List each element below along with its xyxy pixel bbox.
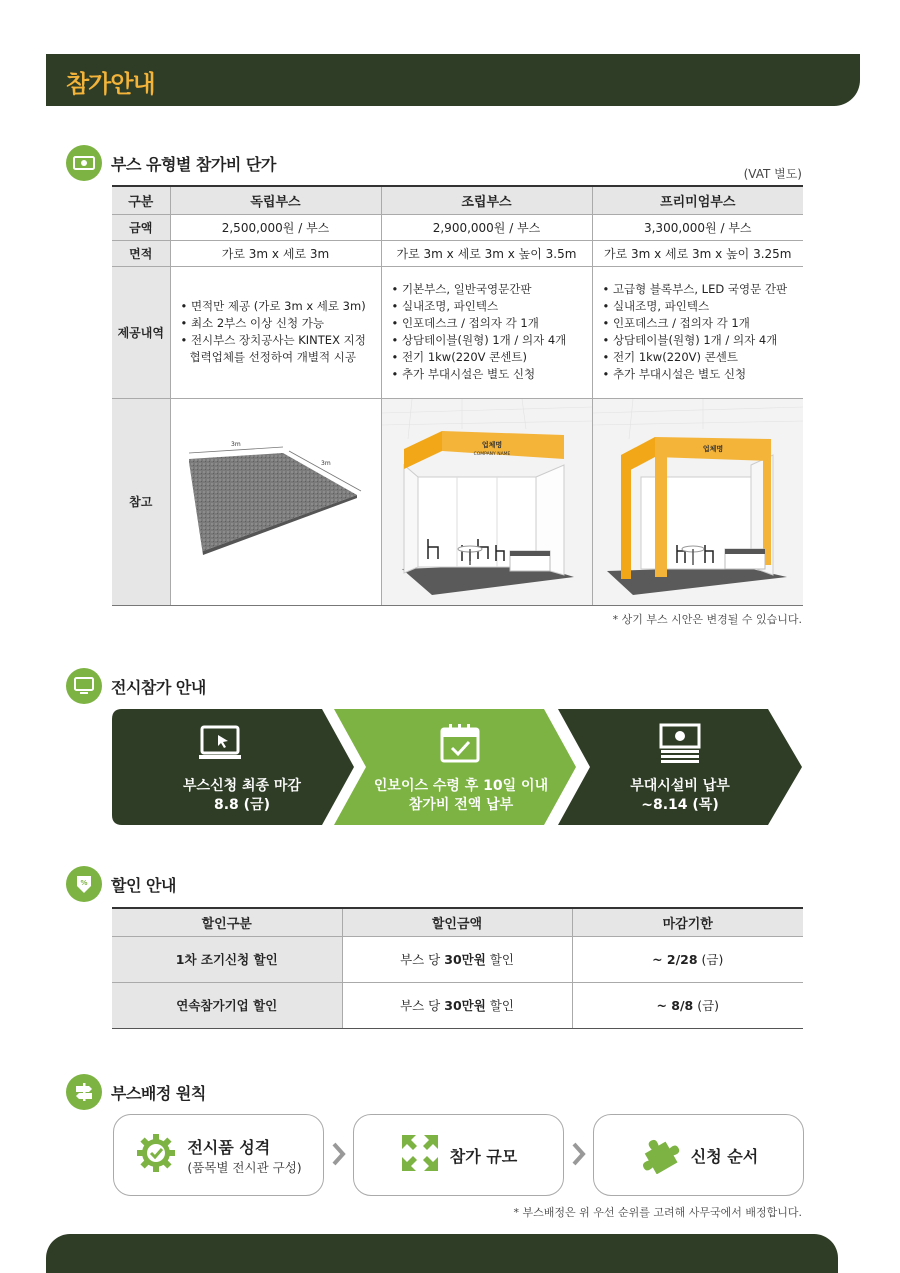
table-row xyxy=(112,982,803,1028)
raw-space-illustration xyxy=(171,399,381,605)
list-item: • 면적만 제공 (가로 3m x 세로 3m) xyxy=(181,298,381,315)
page-title: 참가안내 xyxy=(66,70,155,98)
svg-text:%: % xyxy=(80,879,88,887)
list-item: • 인포데스크 / 접의자 각 1개 xyxy=(392,315,592,332)
discount-type: 1차 조기신청 할인 xyxy=(112,936,342,982)
gear-check-icon xyxy=(135,1132,177,1178)
principle-main: 신청 순서 xyxy=(690,1146,759,1166)
col-header: 할인구분 xyxy=(112,908,342,936)
col-header: 독립부스 xyxy=(170,186,381,214)
booth-footnote: * 상기 부스 시안은 변경될 수 있습니다. xyxy=(612,613,802,626)
dim-depth: 3m xyxy=(320,459,331,467)
principle-main: 전시품 성격 xyxy=(187,1137,271,1157)
table-cell: 2,500,000원 / 부스 xyxy=(170,214,381,240)
list-item: • 인포데스크 / 접의자 각 1개 xyxy=(603,315,804,332)
step-label: 인보이스 수령 후 10일 이내 참가비 전액 납부 xyxy=(373,778,549,813)
provide-list xyxy=(382,281,592,383)
table-row xyxy=(112,240,803,266)
table-cell: 가로 3m x 세로 3m x 높이 3.5m xyxy=(381,240,592,266)
discount-amount: 부스 당 30만원 할인 xyxy=(342,936,572,982)
list-item: • 전시부스 장치공사는 KINTEX 지정 협력업체를 선정하여 개별적 시공 xyxy=(181,332,381,366)
exhibit-section-title: 전시참가 안내 xyxy=(111,677,206,697)
money-stack-icon xyxy=(658,721,702,765)
list-item: • 추가 부대시설은 별도 신청 xyxy=(392,366,592,383)
table-cell xyxy=(592,266,803,398)
list-item: • 실내조명, 파인텍스 xyxy=(603,298,804,315)
step-label: 부대시설비 납부 ~8.14 (목) xyxy=(630,778,730,813)
calendar-check-icon xyxy=(438,721,482,765)
principle-footnote: * 부스배정은 위 우선 순위를 고려해 사무국에서 배정합니다. xyxy=(513,1206,802,1219)
list-item: • 최소 2부스 이상 신청 가능 xyxy=(181,315,381,332)
principle-item xyxy=(353,1114,564,1196)
exhibit-steps xyxy=(112,709,804,825)
col-header: 프리미엄부스 xyxy=(592,186,803,214)
provide-list xyxy=(593,281,804,383)
exhibit-section-header xyxy=(66,668,206,704)
discount-section-header xyxy=(66,866,176,902)
principle-section-title: 부스배정 원칙 xyxy=(111,1083,206,1103)
table-cell xyxy=(381,266,592,398)
list-item: • 기본부스, 일반국영문간판 xyxy=(392,281,592,298)
puzzle-piece-icon xyxy=(639,1132,681,1178)
laptop-cursor-icon xyxy=(198,721,242,765)
list-item: • 상담테이블(원형) 1개 / 의자 4개 xyxy=(392,332,592,349)
page-header-banner xyxy=(46,54,860,106)
list-item: • 상담테이블(원형) 1개 / 의자 4개 xyxy=(603,332,804,349)
discount-type: 연속참가기업 할인 xyxy=(112,982,342,1028)
table-cell: 가로 3m x 세로 3m xyxy=(170,240,381,266)
row-label: 면적 xyxy=(112,240,170,266)
row-label: 참고 xyxy=(112,398,170,605)
footer-bar xyxy=(46,1234,838,1273)
row-label: 금액 xyxy=(112,214,170,240)
monitor-icon xyxy=(66,668,102,704)
col-header: 조립부스 xyxy=(381,186,592,214)
table-cell xyxy=(170,398,381,605)
discount-tag-icon xyxy=(66,866,102,902)
provide-list xyxy=(171,298,381,366)
discount-deadline: ~ 8/8 (금) xyxy=(572,982,803,1028)
principle-main: 참가 규모 xyxy=(449,1146,518,1166)
col-header: 마감기한 xyxy=(572,908,803,936)
shell-booth-illustration xyxy=(382,399,592,605)
col-header: 할인금액 xyxy=(342,908,572,936)
expand-arrows-icon xyxy=(400,1133,440,1177)
sign-company: 업체명 xyxy=(702,444,723,453)
list-item: • 고급형 블록부스, LED 국영문 간판 xyxy=(603,281,804,298)
step-label: 부스신청 최종 마감 8.8 (금) xyxy=(183,778,301,813)
table-cell xyxy=(170,266,381,398)
vat-note: (VAT 별도) xyxy=(743,167,802,181)
discount-amount: 부스 당 30만원 할인 xyxy=(342,982,572,1028)
table-cell xyxy=(381,398,592,605)
signpost-icon xyxy=(66,1074,102,1110)
discount-deadline: ~ 2/28 (금) xyxy=(572,936,803,982)
table-row xyxy=(112,936,803,982)
list-item: • 전기 1kw(220V 콘센트) xyxy=(392,349,592,366)
sign-company: 업체명 xyxy=(481,440,502,449)
table-cell: 2,900,000원 / 부스 xyxy=(381,214,592,240)
chevron-right-icon xyxy=(571,1140,587,1168)
col-header: 구분 xyxy=(112,186,170,214)
table-row xyxy=(112,398,803,605)
sign-company-en: COMPANY NAME xyxy=(473,451,510,457)
table-cell: 3,300,000원 / 부스 xyxy=(592,214,803,240)
principle-sub: (품목별 전시관 구성) xyxy=(187,1159,302,1175)
row-label: 제공내역 xyxy=(112,266,170,398)
principle-section-header xyxy=(66,1074,206,1110)
principle-item xyxy=(593,1114,804,1196)
table-cell: 가로 3m x 세로 3m x 높이 3.25m xyxy=(592,240,803,266)
table-row xyxy=(112,214,803,240)
table-row xyxy=(112,266,803,398)
discount-table xyxy=(112,907,803,1029)
list-item: • 실내조명, 파인텍스 xyxy=(392,298,592,315)
table-cell xyxy=(592,398,803,605)
discount-section-title: 할인 안내 xyxy=(111,875,176,895)
list-item: • 전기 1kw(220V) 콘센트 xyxy=(603,349,804,366)
money-icon xyxy=(66,145,102,181)
list-item: • 추가 부대시설은 별도 신청 xyxy=(603,366,804,383)
dim-width: 3m xyxy=(230,440,241,448)
principle-item xyxy=(113,1114,324,1196)
booth-section-title: 부스 유형별 참가비 단가 xyxy=(111,154,276,174)
booth-price-table xyxy=(112,185,803,606)
premium-booth-illustration xyxy=(593,399,804,605)
booth-section-header xyxy=(66,145,276,181)
chevron-right-icon xyxy=(331,1140,347,1168)
